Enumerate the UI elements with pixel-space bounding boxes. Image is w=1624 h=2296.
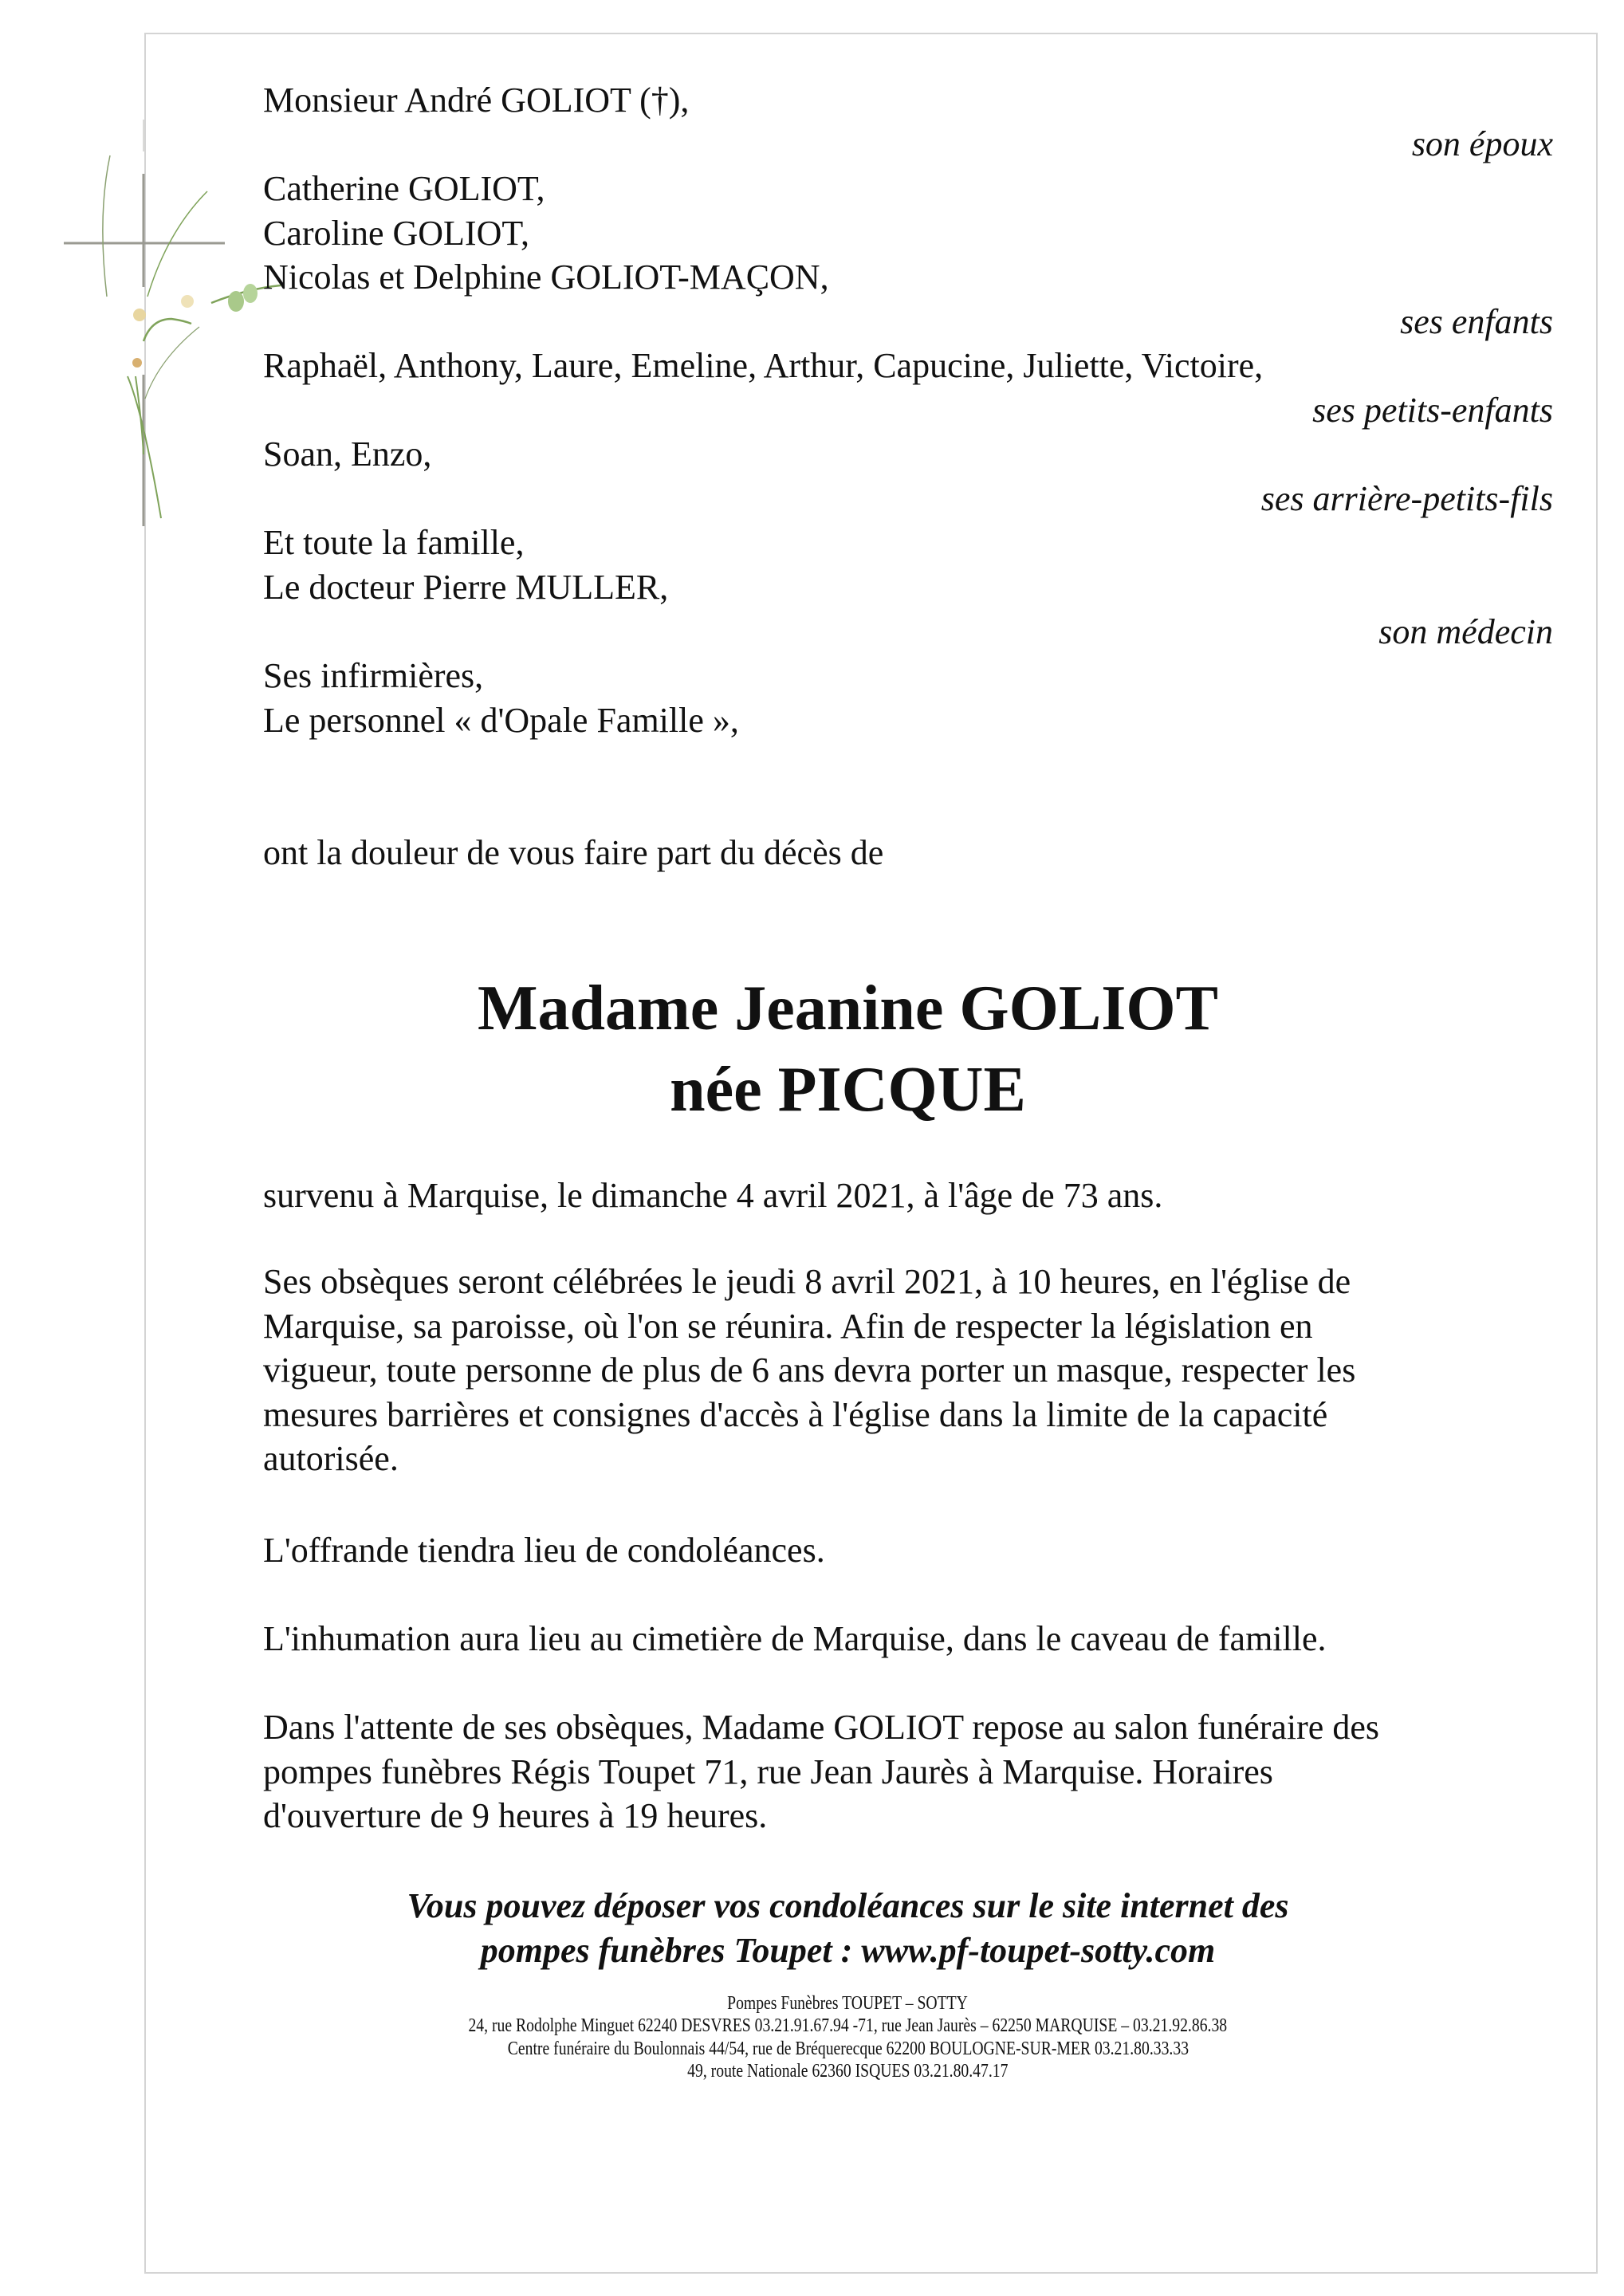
- body-line: Dans l'attente de ses obsèques, Madame GOLIOT repose au salon funéraire des: [263, 1708, 1379, 1747]
- body-line: pompes funèbres Régis Toupet 71, rue Jean Jaurès à Marquise. Horaires: [263, 1752, 1273, 1791]
- family-line: Et toute la famille,: [263, 523, 525, 562]
- body-line: survenu à Marquise, le dimanche 4 avril 2021, à l'âge de 73 ans.: [263, 1176, 1163, 1215]
- cross-flower-icon: [48, 120, 287, 598]
- body-line: Marquise, sa paroisse, où l'on se réunira. Afin de respecter la législation en: [263, 1307, 1313, 1346]
- family-line: Le docteur Pierre MULLER,: [263, 568, 669, 607]
- body-line: autorisée.: [263, 1439, 399, 1478]
- body-line: mesures barrières et consignes d'accès à l'église dans la limite de la capacité: [263, 1395, 1328, 1434]
- family-line: Nicolas et Delphine GOLIOT-MAÇON,: [263, 258, 829, 297]
- deceased-name: Madame Jeanine GOLIOT: [478, 973, 1218, 1044]
- footer-line: Pompes Funèbres TOUPET – SOTTY: [727, 1993, 969, 2014]
- relation-label: ses enfants: [1400, 302, 1553, 341]
- body-line: L'offrande tiendra lieu de condoléances.: [263, 1531, 825, 1570]
- footer-line: 49, route Nationale 62360 ISQUES 03.21.80.47.17: [687, 2061, 1009, 2082]
- family-line: Catherine GOLIOT,: [263, 169, 545, 208]
- relation-label: son époux: [1411, 124, 1553, 163]
- family-line: Le personnel « d'Opale Famille »,: [263, 701, 739, 740]
- family-line: Caroline GOLIOT,: [263, 214, 529, 253]
- condolences-link-line[interactable]: pompes funèbres Toupet : www.pf-toupet-sotty.com: [480, 1931, 1216, 1970]
- footer-line: 24, rue Rodolphe Minguet 62240 DESVRES 03.21.91.67.94 -71, rue Jean Jaurès – 62250 MARQUISE – 03.21.92.86.38: [468, 2015, 1228, 2036]
- footer-line: Centre funéraire du Boulonnais 44/54, rue de Bréquerecque 62200 BOULOGNE-SUR-MER 03.21.80.33.33: [507, 2038, 1189, 2059]
- announcement: ont la douleur de vous faire part du décès de: [263, 833, 884, 872]
- family-line: Ses infirmières,: [263, 656, 484, 695]
- deceased-maiden-name: née PICQUE: [670, 1055, 1026, 1125]
- condolences-line: Vous pouvez déposer vos condoléances sur le site internet des: [407, 1886, 1289, 1925]
- family-line: Monsieur André GOLIOT (†),: [263, 81, 690, 120]
- body-line: L'inhumation aura lieu au cimetière de Marquise, dans le caveau de famille.: [263, 1619, 1327, 1658]
- relation-label: ses petits-enfants: [1312, 391, 1553, 430]
- relation-label: ses arrière-petits-fils: [1260, 479, 1553, 518]
- body-line: Ses obsèques seront célébrées le jeudi 8 avril 2021, à 10 heures, en l'église de: [263, 1262, 1351, 1301]
- family-line: Raphaël, Anthony, Laure, Emeline, Arthur, Capucine, Juliette, Victoire,: [263, 346, 1264, 385]
- body-line: vigueur, toute personne de plus de 6 ans devra porter un masque, respecter les: [263, 1350, 1356, 1390]
- family-line: Soan, Enzo,: [263, 434, 432, 474]
- body-line: d'ouverture de 9 heures à 19 heures.: [263, 1796, 768, 1835]
- relation-label: son médecin: [1378, 612, 1553, 651]
